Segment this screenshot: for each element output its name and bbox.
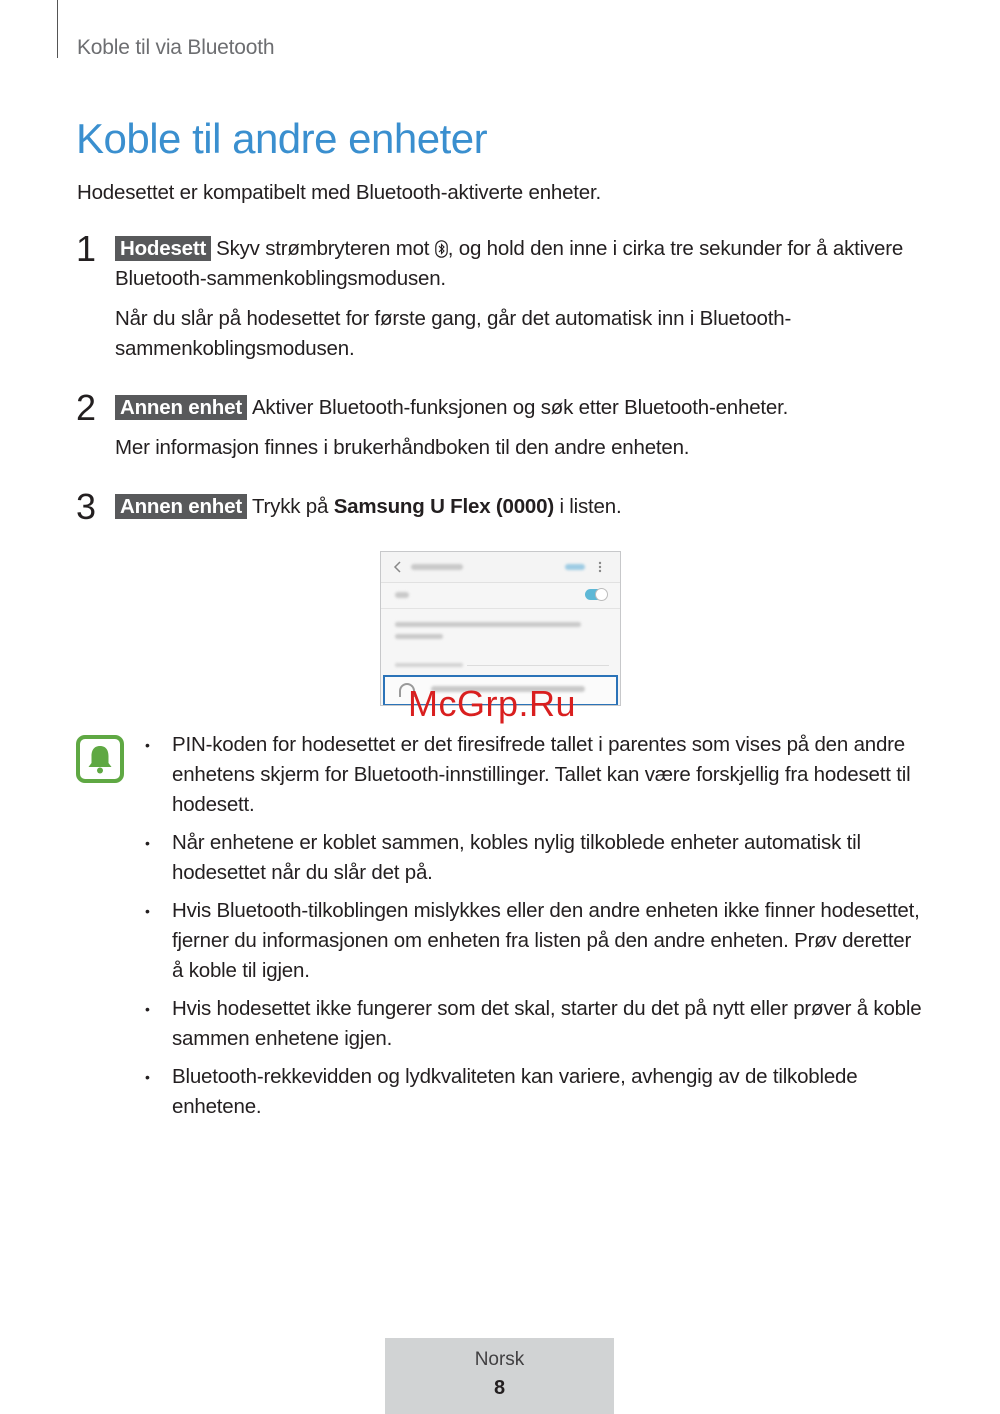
blurred-section-label [395,663,463,667]
footer-language: Norsk [474,1349,525,1370]
divider [467,665,609,666]
step-number: 3 [76,486,97,527]
step-extra: Når du slår på hodesettet for første gang, går det automatisk inn i Bluetooth-sammenkoblingsmodusen. [115,307,792,360]
step-extra: Mer informasjon finnes i brukerhåndboken til den andre enheten. [115,436,690,459]
step-instruction [115,234,930,294]
back-arrow-icon [393,561,401,573]
blurred-visibility-text [395,634,443,639]
note-text: Bluetooth-rekkevidden og lydkvaliteten kan variere, avhengig av de tilkoblede enhetene. [172,1065,858,1118]
note-text: Når enhetene er koblet sammen, kobles nylig tilkoblede enheter automatisk til hodesettet når du slår det på. [172,831,861,884]
bullet: • [145,1069,150,1085]
bullet: • [145,737,150,753]
bullet: • [145,835,150,851]
step-body [115,393,930,473]
section-header: Koble til via Bluetooth [77,36,275,59]
step-instruction [115,492,930,522]
device-name: Samsung U Flex (0000) [333,495,554,518]
intro-text: Hodesettet er kompatibelt med Bluetooth-aktiverte enheter. [77,181,601,204]
step-tag: Annen enhet [115,494,247,519]
step-instruction [115,393,930,423]
step-text-before-icon: Skyv strømbryteren mot [216,237,430,260]
step-text-before: Trykk på [251,495,329,518]
blurred-on-label [395,592,409,598]
page-number: 8 [493,1377,506,1399]
header-divider [57,0,58,58]
note-text: Hvis Bluetooth-tilkoblingen mislykkes eller den andre enheten ikke finner hodesettet, fjerner du informasjonen om enheten fra listen på den andre enheten. Prøv deretter å koble til igjen. [172,899,920,982]
divider [381,608,620,609]
bullet: • [145,1001,150,1017]
step-text-after-icon: , og hold den inne i cirka tre sekunder for å aktivere Bluetooth-sammenkoblingsmodusen. [115,237,904,290]
page-title: Koble til andre enheter [76,115,488,162]
bullet: • [145,903,150,919]
more-options-icon [598,561,602,573]
step-text-after: i listen. [559,495,622,518]
blurred-stop-button [565,564,585,570]
step-text: Aktiver Bluetooth-funksjonen og søk etter Bluetooth-enheter. [251,396,789,419]
step-tag: Hodesett [115,236,211,261]
step-tag: Annen enhet [115,395,247,420]
bluetooth-icon [435,240,448,258]
notification-bell-icon [76,735,124,783]
blurred-title [411,564,463,570]
step-body [115,492,930,532]
step-number: 1 [76,228,97,269]
bluetooth-toggle [585,589,607,600]
watermark: McGrp.Ru [408,683,577,724]
page-footer [385,1338,614,1414]
list-item [145,896,925,986]
step-body [115,234,930,374]
list-item [145,1062,925,1122]
blurred-visibility-text [395,622,581,627]
notes-list [145,730,925,1130]
note-text: Hvis hodesettet ikke fungerer som det skal, starter du det på nytt eller prøver å koble sammen enhetene igjen. [172,997,922,1050]
list-item [145,828,925,888]
note-text: PIN-koden for hodesettet er det firesifrede tallet i parentes som vises på den andre enhetens skjerm for Bluetooth-innstillinger. Tallet kan være forskjellig fra hodesett til hodesett. [172,733,911,816]
screenshot-app-bar [381,552,620,583]
list-item [145,730,925,820]
step-number: 2 [76,387,97,428]
list-item [145,994,925,1054]
